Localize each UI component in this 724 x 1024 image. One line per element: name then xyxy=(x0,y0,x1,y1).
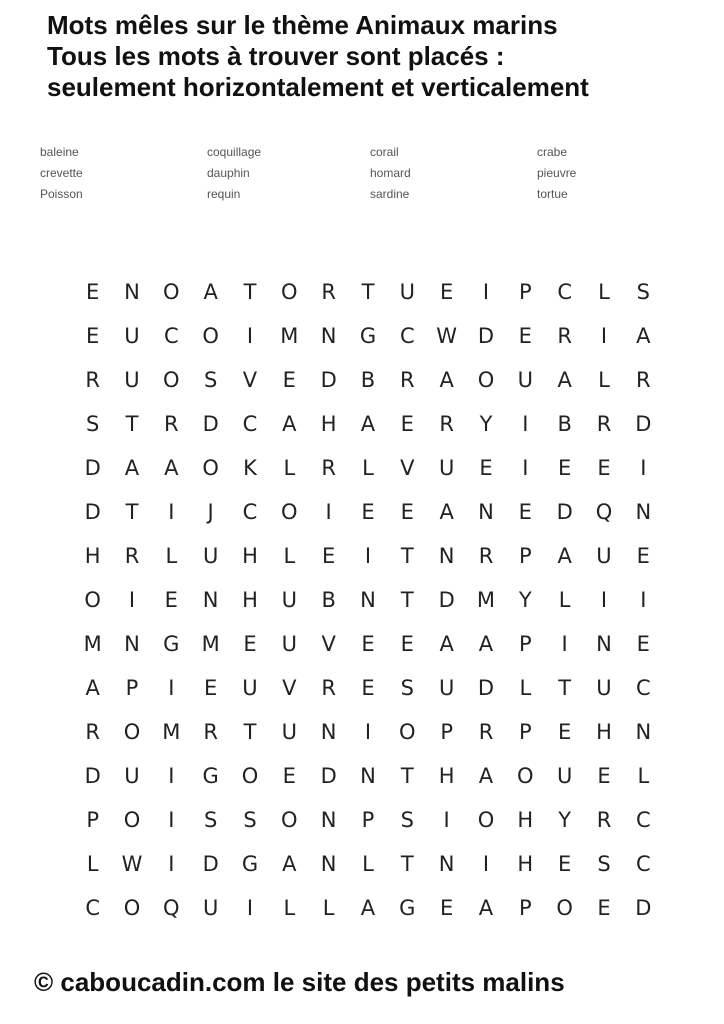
grid-cell: U xyxy=(517,368,533,392)
grid-cell: P xyxy=(518,632,532,656)
grid-cell: R xyxy=(124,544,140,568)
grid-cell: U xyxy=(281,632,297,656)
grid-cell: G xyxy=(202,764,219,788)
grid-cell: I xyxy=(168,852,175,876)
grid-cell: D xyxy=(635,412,652,436)
grid-cell: D xyxy=(202,412,219,436)
grid-cell: E xyxy=(282,764,296,788)
grid-cell: S xyxy=(597,852,611,876)
grid-cell: V xyxy=(400,456,415,480)
grid-cell: N xyxy=(124,280,140,304)
grid-cell: L xyxy=(86,852,99,876)
grid-cell: R xyxy=(85,368,100,392)
grid-cell: I xyxy=(168,500,175,524)
grid-cell: A xyxy=(478,632,494,656)
grid-cell: U xyxy=(124,764,140,788)
grid-cell: A xyxy=(636,324,651,348)
grid-cell: I xyxy=(168,764,175,788)
grid-cell: O xyxy=(281,500,298,524)
grid-cell: T xyxy=(243,720,257,744)
grid-cell: N xyxy=(438,544,455,568)
grid-cell: U xyxy=(124,324,140,348)
grid-cell: E xyxy=(597,896,611,920)
grid-cell: A xyxy=(360,412,376,436)
grid-cell: E xyxy=(361,676,375,700)
grid-cell: T xyxy=(361,280,375,304)
grid-cell: D xyxy=(84,456,101,480)
grid-cell: O xyxy=(123,808,141,832)
grid-cell: T xyxy=(400,852,414,876)
grid-cell: M xyxy=(162,720,181,744)
grid-cell: L xyxy=(362,456,374,480)
grid-cell: N xyxy=(320,852,337,876)
grid-cell: T xyxy=(558,676,572,700)
grid-cell: I xyxy=(246,324,254,348)
grid-cell: G xyxy=(359,324,377,348)
grid-cell: C xyxy=(85,896,100,920)
grid-cell: O xyxy=(202,324,219,348)
grid-cell: N xyxy=(596,632,612,656)
grid-cell: L xyxy=(283,456,296,480)
title-line-1: Mots mêles sur le thème Animaux marins xyxy=(47,10,558,40)
grid-cell: E xyxy=(440,896,454,920)
word-list-item: pieuvre xyxy=(537,166,577,180)
grid-cell: N xyxy=(320,324,337,348)
grid-cell: A xyxy=(203,280,218,304)
grid-cell: D xyxy=(635,896,652,920)
grid-cell: N xyxy=(360,764,376,788)
grid-cell: E xyxy=(282,368,296,392)
grid-cell: C xyxy=(242,500,258,524)
grid-cell: V xyxy=(321,632,336,656)
grid-cell: H xyxy=(84,544,101,568)
word-list-item: sardine xyxy=(370,187,410,201)
grid-cell: O xyxy=(477,808,495,832)
grid-cell: O xyxy=(477,368,495,392)
grid-cell: E xyxy=(558,852,572,876)
grid-cell: U xyxy=(556,764,573,788)
grid-cell: E xyxy=(361,632,375,656)
grid-cell: C xyxy=(635,676,651,700)
grid-cell: V xyxy=(242,368,258,392)
grid-cell: G xyxy=(399,896,416,920)
grid-cell: B xyxy=(321,588,336,612)
grid-cell: E xyxy=(204,676,218,700)
grid-cell: R xyxy=(321,456,336,480)
grid-cell: R xyxy=(321,676,336,700)
grid-cell: E xyxy=(518,324,532,348)
grid-cell: O xyxy=(281,808,298,832)
grid-cell: N xyxy=(635,500,652,524)
grid-cell: D xyxy=(84,500,101,524)
grid-cell: S xyxy=(400,808,414,832)
grid-cell: G xyxy=(241,852,259,876)
grid-cell: P xyxy=(518,896,532,920)
grid-cell: I xyxy=(522,412,529,436)
grid-cell: L xyxy=(165,544,178,568)
grid-cell: I xyxy=(640,588,647,612)
grid-cell: O xyxy=(84,588,101,612)
grid-cell: D xyxy=(438,588,455,612)
grid-cell: I xyxy=(522,456,529,480)
grid-cell: E xyxy=(558,456,572,480)
word-list-item: baleine xyxy=(40,145,79,159)
grid-cell: A xyxy=(439,368,454,392)
grid-cell: D xyxy=(556,500,573,524)
grid-cell: M xyxy=(280,324,299,348)
grid-cell: B xyxy=(360,368,376,392)
grid-cell: O xyxy=(123,896,141,920)
grid-cell: Q xyxy=(595,500,613,524)
grid-cell: E xyxy=(597,764,611,788)
grid-cell: P xyxy=(518,544,532,568)
grid-cell: N xyxy=(320,720,337,744)
grid-cell: I xyxy=(364,720,372,744)
grid-cell: E xyxy=(400,500,414,524)
grid-cell: L xyxy=(519,676,532,700)
word-list-item: Poisson xyxy=(40,187,83,201)
grid-cell: C xyxy=(399,324,415,348)
grid-cell: R xyxy=(400,368,415,392)
grid-cell: E xyxy=(400,632,414,656)
grid-cell: O xyxy=(123,720,141,744)
grid-cell: U xyxy=(438,456,455,480)
letter-grid xyxy=(73,270,663,930)
grid-cell: R xyxy=(164,412,179,436)
grid-cell: A xyxy=(360,896,376,920)
grid-cell: E xyxy=(164,588,178,612)
grid-cell: S xyxy=(400,676,414,700)
grid-cell: U xyxy=(596,676,612,700)
title-line-2: Tous les mots à trouver sont placés : xyxy=(47,41,505,71)
grid-cell: C xyxy=(242,412,258,436)
grid-cell: N xyxy=(438,852,455,876)
word-list xyxy=(40,142,680,205)
grid-cell: M xyxy=(476,588,496,612)
grid-cell: E xyxy=(361,500,375,524)
grid-cell: E xyxy=(400,412,414,436)
grid-cell: C xyxy=(163,324,179,348)
grid-cell: O xyxy=(163,368,180,392)
grid-cell: P xyxy=(125,676,139,700)
grid-cell: R xyxy=(478,720,494,744)
grid-cell: U xyxy=(399,280,415,304)
grid-cell: S xyxy=(636,280,650,304)
word-list-item: tortue xyxy=(537,187,568,201)
grid-cell: N xyxy=(124,632,140,656)
grid-cell: W xyxy=(436,324,458,348)
footer-credit: © caboucadin.com le site des petits malins xyxy=(34,967,565,997)
grid-cell: I xyxy=(482,852,490,876)
grid-cell: I xyxy=(128,588,136,612)
grid-cell: H xyxy=(242,588,258,612)
grid-cell: A xyxy=(85,676,100,700)
grid-cell: L xyxy=(598,368,610,392)
grid-cell: D xyxy=(84,764,101,788)
grid-cell: I xyxy=(600,588,608,612)
grid-cell: G xyxy=(163,632,180,656)
grid-cell: P xyxy=(440,720,453,744)
grid-cell: V xyxy=(282,676,297,700)
grid-cell: L xyxy=(362,852,374,876)
grid-cell: O xyxy=(202,456,219,480)
grid-cell: I xyxy=(325,500,332,524)
grid-cell: E xyxy=(243,632,257,656)
grid-cell: J xyxy=(207,500,214,524)
grid-cell: O xyxy=(556,896,573,920)
grid-cell: A xyxy=(478,896,494,920)
grid-cell: N xyxy=(320,808,337,832)
grid-cell: L xyxy=(283,544,296,568)
grid-cell: D xyxy=(477,324,495,348)
grid-cell: P xyxy=(518,280,532,304)
grid-cell: T xyxy=(243,280,257,304)
grid-cell: K xyxy=(243,456,257,480)
grid-cell: T xyxy=(400,764,414,788)
word-list-item: corail xyxy=(370,145,399,159)
grid-cell: U xyxy=(242,676,258,700)
grid-cell: E xyxy=(558,720,572,744)
grid-cell: Y xyxy=(558,808,572,832)
grid-cell: T xyxy=(125,412,139,436)
grid-cell: A xyxy=(164,456,179,480)
grid-cell: T xyxy=(400,588,414,612)
grid-cell: C xyxy=(557,280,572,304)
grid-cell: I xyxy=(640,456,647,480)
grid-cell: O xyxy=(163,280,180,304)
grid-cell: S xyxy=(203,808,218,832)
grid-cell: I xyxy=(561,632,568,656)
grid-cell: H xyxy=(517,808,534,832)
word-list-item: requin xyxy=(207,187,241,201)
grid-cell: E xyxy=(86,280,100,304)
grid-cell: L xyxy=(283,896,296,920)
grid-cell: I xyxy=(168,676,175,700)
word-list-item: homard xyxy=(370,166,411,180)
grid-cell: R xyxy=(636,368,651,392)
grid-cell: P xyxy=(86,808,99,832)
grid-cell: R xyxy=(478,544,494,568)
word-list-item: coquillage xyxy=(207,145,262,159)
grid-cell: R xyxy=(596,412,612,436)
grid-cell: C xyxy=(635,808,651,832)
grid-cell: I xyxy=(600,324,608,348)
grid-cell: I xyxy=(482,280,490,304)
grid-cell: P xyxy=(361,808,375,832)
grid-cell: E xyxy=(518,500,532,524)
grid-cell: U xyxy=(281,588,297,612)
grid-cell: A xyxy=(124,456,140,480)
grid-cell: Q xyxy=(163,896,180,920)
grid-cell: S xyxy=(85,412,100,436)
word-list-item: crabe xyxy=(537,145,568,159)
grid-cell: E xyxy=(86,324,100,348)
grid-cell: U xyxy=(124,368,140,392)
grid-cell: N xyxy=(360,588,376,612)
grid-cell: A xyxy=(282,412,297,436)
grid-cell: R xyxy=(85,720,100,744)
grid-cell: U xyxy=(202,896,219,920)
grid-cell: R xyxy=(596,808,612,832)
word-list-item: dauphin xyxy=(207,166,250,180)
grid-cell: M xyxy=(83,632,102,656)
title-line-3: seulement horizontalement et verticalement xyxy=(47,72,589,102)
grid-cell: N xyxy=(202,588,219,612)
grid-cell: R xyxy=(321,280,336,304)
grid-cell: O xyxy=(241,764,259,788)
grid-cell: L xyxy=(558,588,571,612)
grid-cell: L xyxy=(598,280,610,304)
grid-cell: U xyxy=(438,676,455,700)
grid-cell: W xyxy=(121,852,143,876)
grid-cell: U xyxy=(596,544,612,568)
grid-cell: I xyxy=(443,808,450,832)
grid-cell: E xyxy=(636,544,650,568)
grid-cell: N xyxy=(635,720,652,744)
grid-cell: A xyxy=(439,632,454,656)
grid-cell: A xyxy=(439,500,454,524)
grid-cell: S xyxy=(203,368,218,392)
grid-cell: P xyxy=(518,720,532,744)
grid-cell: R xyxy=(203,720,218,744)
grid-cell: E xyxy=(322,544,336,568)
grid-cell: D xyxy=(477,676,495,700)
grid-cell: O xyxy=(517,764,534,788)
grid-cell: E xyxy=(440,280,454,304)
grid-cell: R xyxy=(557,324,572,348)
grid-cell: I xyxy=(364,544,372,568)
grid-cell: A xyxy=(557,368,572,392)
grid-cell: S xyxy=(243,808,257,832)
grid-cell: H xyxy=(438,764,455,788)
grid-cell: M xyxy=(201,632,220,656)
grid-cell: E xyxy=(636,632,650,656)
grid-cell: D xyxy=(320,368,337,392)
grid-cell: E xyxy=(597,456,611,480)
grid-cell: D xyxy=(202,852,219,876)
grid-cell: I xyxy=(168,808,175,832)
grid-cell: D xyxy=(320,764,337,788)
grid-cell: H xyxy=(320,412,337,436)
grid-cell: Y xyxy=(518,588,532,612)
word-list-item: crevette xyxy=(40,166,83,180)
grid-cell: L xyxy=(637,764,650,788)
grid-cell: H xyxy=(242,544,258,568)
grid-cell: U xyxy=(281,720,297,744)
grid-cell: L xyxy=(322,896,335,920)
grid-cell: A xyxy=(557,544,572,568)
grid-cell: T xyxy=(125,500,139,524)
grid-cell: O xyxy=(399,720,416,744)
page-title xyxy=(47,10,717,103)
grid-cell: U xyxy=(202,544,219,568)
grid-cell: E xyxy=(479,456,493,480)
grid-cell: B xyxy=(557,412,572,436)
grid-cell: H xyxy=(596,720,612,744)
grid-cell: C xyxy=(635,852,651,876)
grid-cell: R xyxy=(439,412,454,436)
grid-cell: H xyxy=(517,852,534,876)
grid-cell: A xyxy=(478,764,494,788)
grid-cell: I xyxy=(246,896,254,920)
grid-cell: O xyxy=(281,280,298,304)
grid-cell: N xyxy=(478,500,494,524)
grid-cell: Y xyxy=(479,412,493,436)
grid-cell: T xyxy=(400,544,414,568)
grid-cell: A xyxy=(282,852,297,876)
